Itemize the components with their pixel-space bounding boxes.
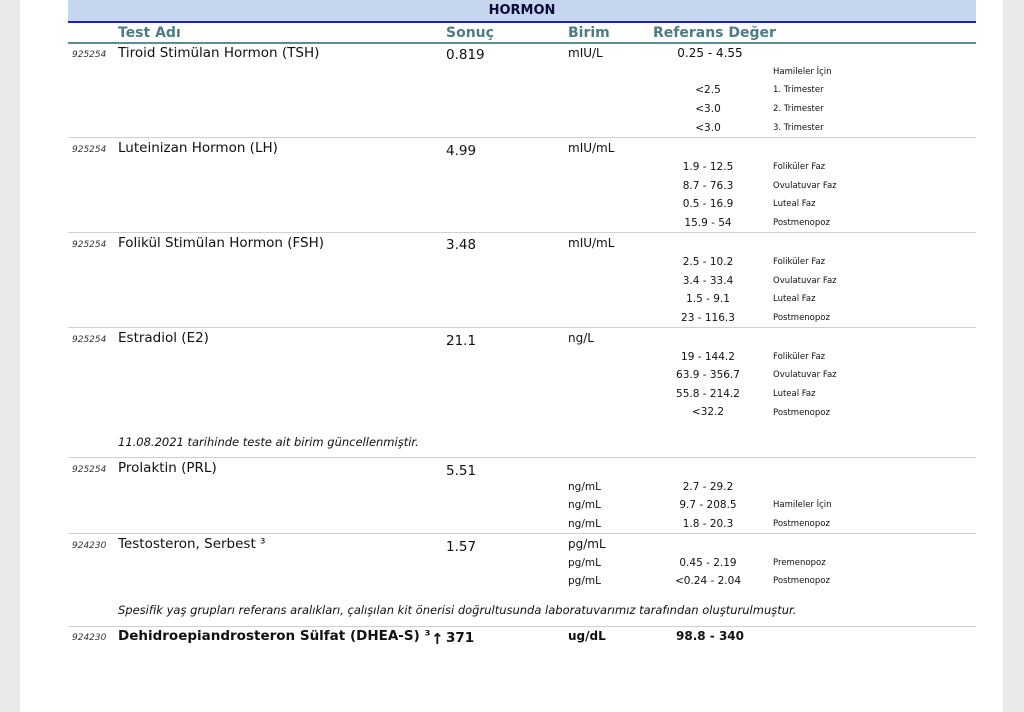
- reference-note: 3. Trimester: [773, 123, 824, 133]
- reference-range: <32.2: [691, 406, 725, 418]
- row-divider: [68, 137, 976, 138]
- test-name: Testosteron, Serbest ³: [118, 536, 266, 552]
- column-header-test: Test Adı: [118, 25, 181, 41]
- reference-range: 1.8 - 20.3: [682, 518, 734, 530]
- test-unit: ng/L: [568, 331, 594, 345]
- reference-range: 3.4 - 33.4: [682, 275, 734, 287]
- reference-note: Hamileler İçin: [773, 500, 832, 510]
- reference-range: 55.8 - 214.2: [676, 388, 740, 400]
- reference-range: 2.5 - 10.2: [682, 256, 734, 268]
- reference-note: Hamileler İçin: [773, 67, 832, 77]
- test-name: Tiroid Stimülan Hormon (TSH): [118, 45, 320, 61]
- reference-range: 1.9 - 12.5: [682, 161, 734, 173]
- test-code: 924230: [72, 541, 107, 551]
- test-unit: pg/mL: [568, 575, 601, 587]
- test-comment: 11.08.2021 tarihinde teste ait birim güncellenmiştir.: [118, 435, 419, 449]
- reference-note: Foliküler Faz: [773, 162, 826, 172]
- row-divider: [68, 626, 976, 627]
- test-unit: mIU/mL: [568, 236, 615, 250]
- reference-range: <3.0: [695, 103, 721, 115]
- test-code: 925254: [72, 50, 107, 60]
- test-comment: Spesifik yaş grupları referans aralıkları, çalışılan kit önerisi doğrultusunda laboratuvarımız tarafından oluşturulmuştur.: [118, 603, 797, 617]
- reference-note: Foliküler Faz: [773, 257, 826, 267]
- test-unit: ug/dL: [568, 629, 606, 643]
- test-result: 3.48: [446, 237, 477, 253]
- high-flag-icon: ↑: [431, 630, 444, 648]
- reference-range: 63.9 - 356.7: [676, 369, 740, 381]
- reference-note: Luteal Faz: [773, 199, 816, 209]
- reference-note: Postmenopoz: [773, 519, 830, 529]
- row-divider: [68, 457, 976, 458]
- test-unit: ng/mL: [568, 518, 601, 530]
- test-code: 925254: [72, 240, 107, 250]
- column-header-unit: Birim: [568, 25, 610, 41]
- test-reference: 98.8 - 340: [676, 629, 744, 643]
- reference-range: 15.9 - 54: [684, 217, 732, 229]
- test-result: 5.51: [446, 463, 477, 479]
- test-code: 925254: [72, 145, 107, 155]
- reference-range: 19 - 144.2: [681, 351, 735, 363]
- test-unit: pg/mL: [568, 557, 601, 569]
- row-divider: [68, 533, 976, 534]
- test-name: Prolaktin (PRL): [118, 460, 217, 476]
- reference-range: <3.0: [695, 122, 721, 134]
- reference-note: Ovulatuvar Faz: [773, 181, 837, 191]
- test-code: 925254: [72, 335, 107, 345]
- test-result: 4.99: [446, 143, 477, 159]
- section-header: [68, 0, 976, 23]
- test-unit: pg/mL: [568, 537, 606, 551]
- test-result: 371: [446, 630, 475, 646]
- reference-note: Ovulatuvar Faz: [773, 276, 837, 286]
- reference-note: Postmenopoz: [773, 576, 830, 586]
- test-name: Luteinizan Hormon (LH): [118, 140, 278, 156]
- test-name: Dehidroepiandrosteron Sülfat (DHEA-S) ³: [118, 628, 431, 644]
- reference-note: Foliküler Faz: [773, 352, 826, 362]
- reference-note: Luteal Faz: [773, 294, 816, 304]
- header-rule: [68, 42, 976, 44]
- row-divider: [68, 327, 976, 328]
- reference-range: 8.7 - 76.3: [682, 180, 734, 192]
- test-reference: 0.25 - 4.55: [677, 46, 743, 60]
- row-divider: [68, 232, 976, 233]
- reference-range: <2.5: [695, 84, 721, 96]
- reference-range: 9.7 - 208.5: [679, 499, 737, 511]
- test-unit: ng/mL: [568, 481, 601, 493]
- reference-note: Postmenopoz: [773, 218, 830, 228]
- test-unit: ng/mL: [568, 499, 601, 511]
- reference-note: 1. Trimester: [773, 85, 824, 95]
- test-unit: mIU/L: [568, 46, 603, 60]
- reference-range: 0.45 - 2.19: [679, 557, 737, 569]
- column-header-reference: Referans Değer: [653, 25, 776, 41]
- test-unit: mIU/mL: [568, 141, 615, 155]
- reference-range: 23 - 116.3: [681, 312, 735, 324]
- reference-note: Ovulatuvar Faz: [773, 370, 837, 380]
- test-code: 925254: [72, 465, 107, 475]
- reference-note: Premenopoz: [773, 558, 826, 568]
- reference-note: 2. Trimester: [773, 104, 824, 114]
- column-header-result: Sonuç: [446, 25, 494, 41]
- test-result: 0.819: [446, 47, 485, 63]
- reference-range: 2.7 - 29.2: [682, 481, 734, 493]
- test-code: 924230: [72, 633, 107, 643]
- reference-note: Postmenopoz: [773, 408, 830, 418]
- reference-range: 1.5 - 9.1: [686, 293, 730, 305]
- section-title: HORMON: [488, 3, 556, 18]
- report-page: [20, 0, 1003, 712]
- reference-range: 0.5 - 16.9: [682, 198, 734, 210]
- test-name: Estradiol (E2): [118, 330, 209, 346]
- test-result: 21.1: [446, 333, 477, 349]
- test-result: 1.57: [446, 539, 477, 555]
- reference-range: <0.24 - 2.04: [674, 575, 742, 587]
- reference-note: Postmenopoz: [773, 313, 830, 323]
- reference-note: Luteal Faz: [773, 389, 816, 399]
- test-name: Folikül Stimülan Hormon (FSH): [118, 235, 325, 251]
